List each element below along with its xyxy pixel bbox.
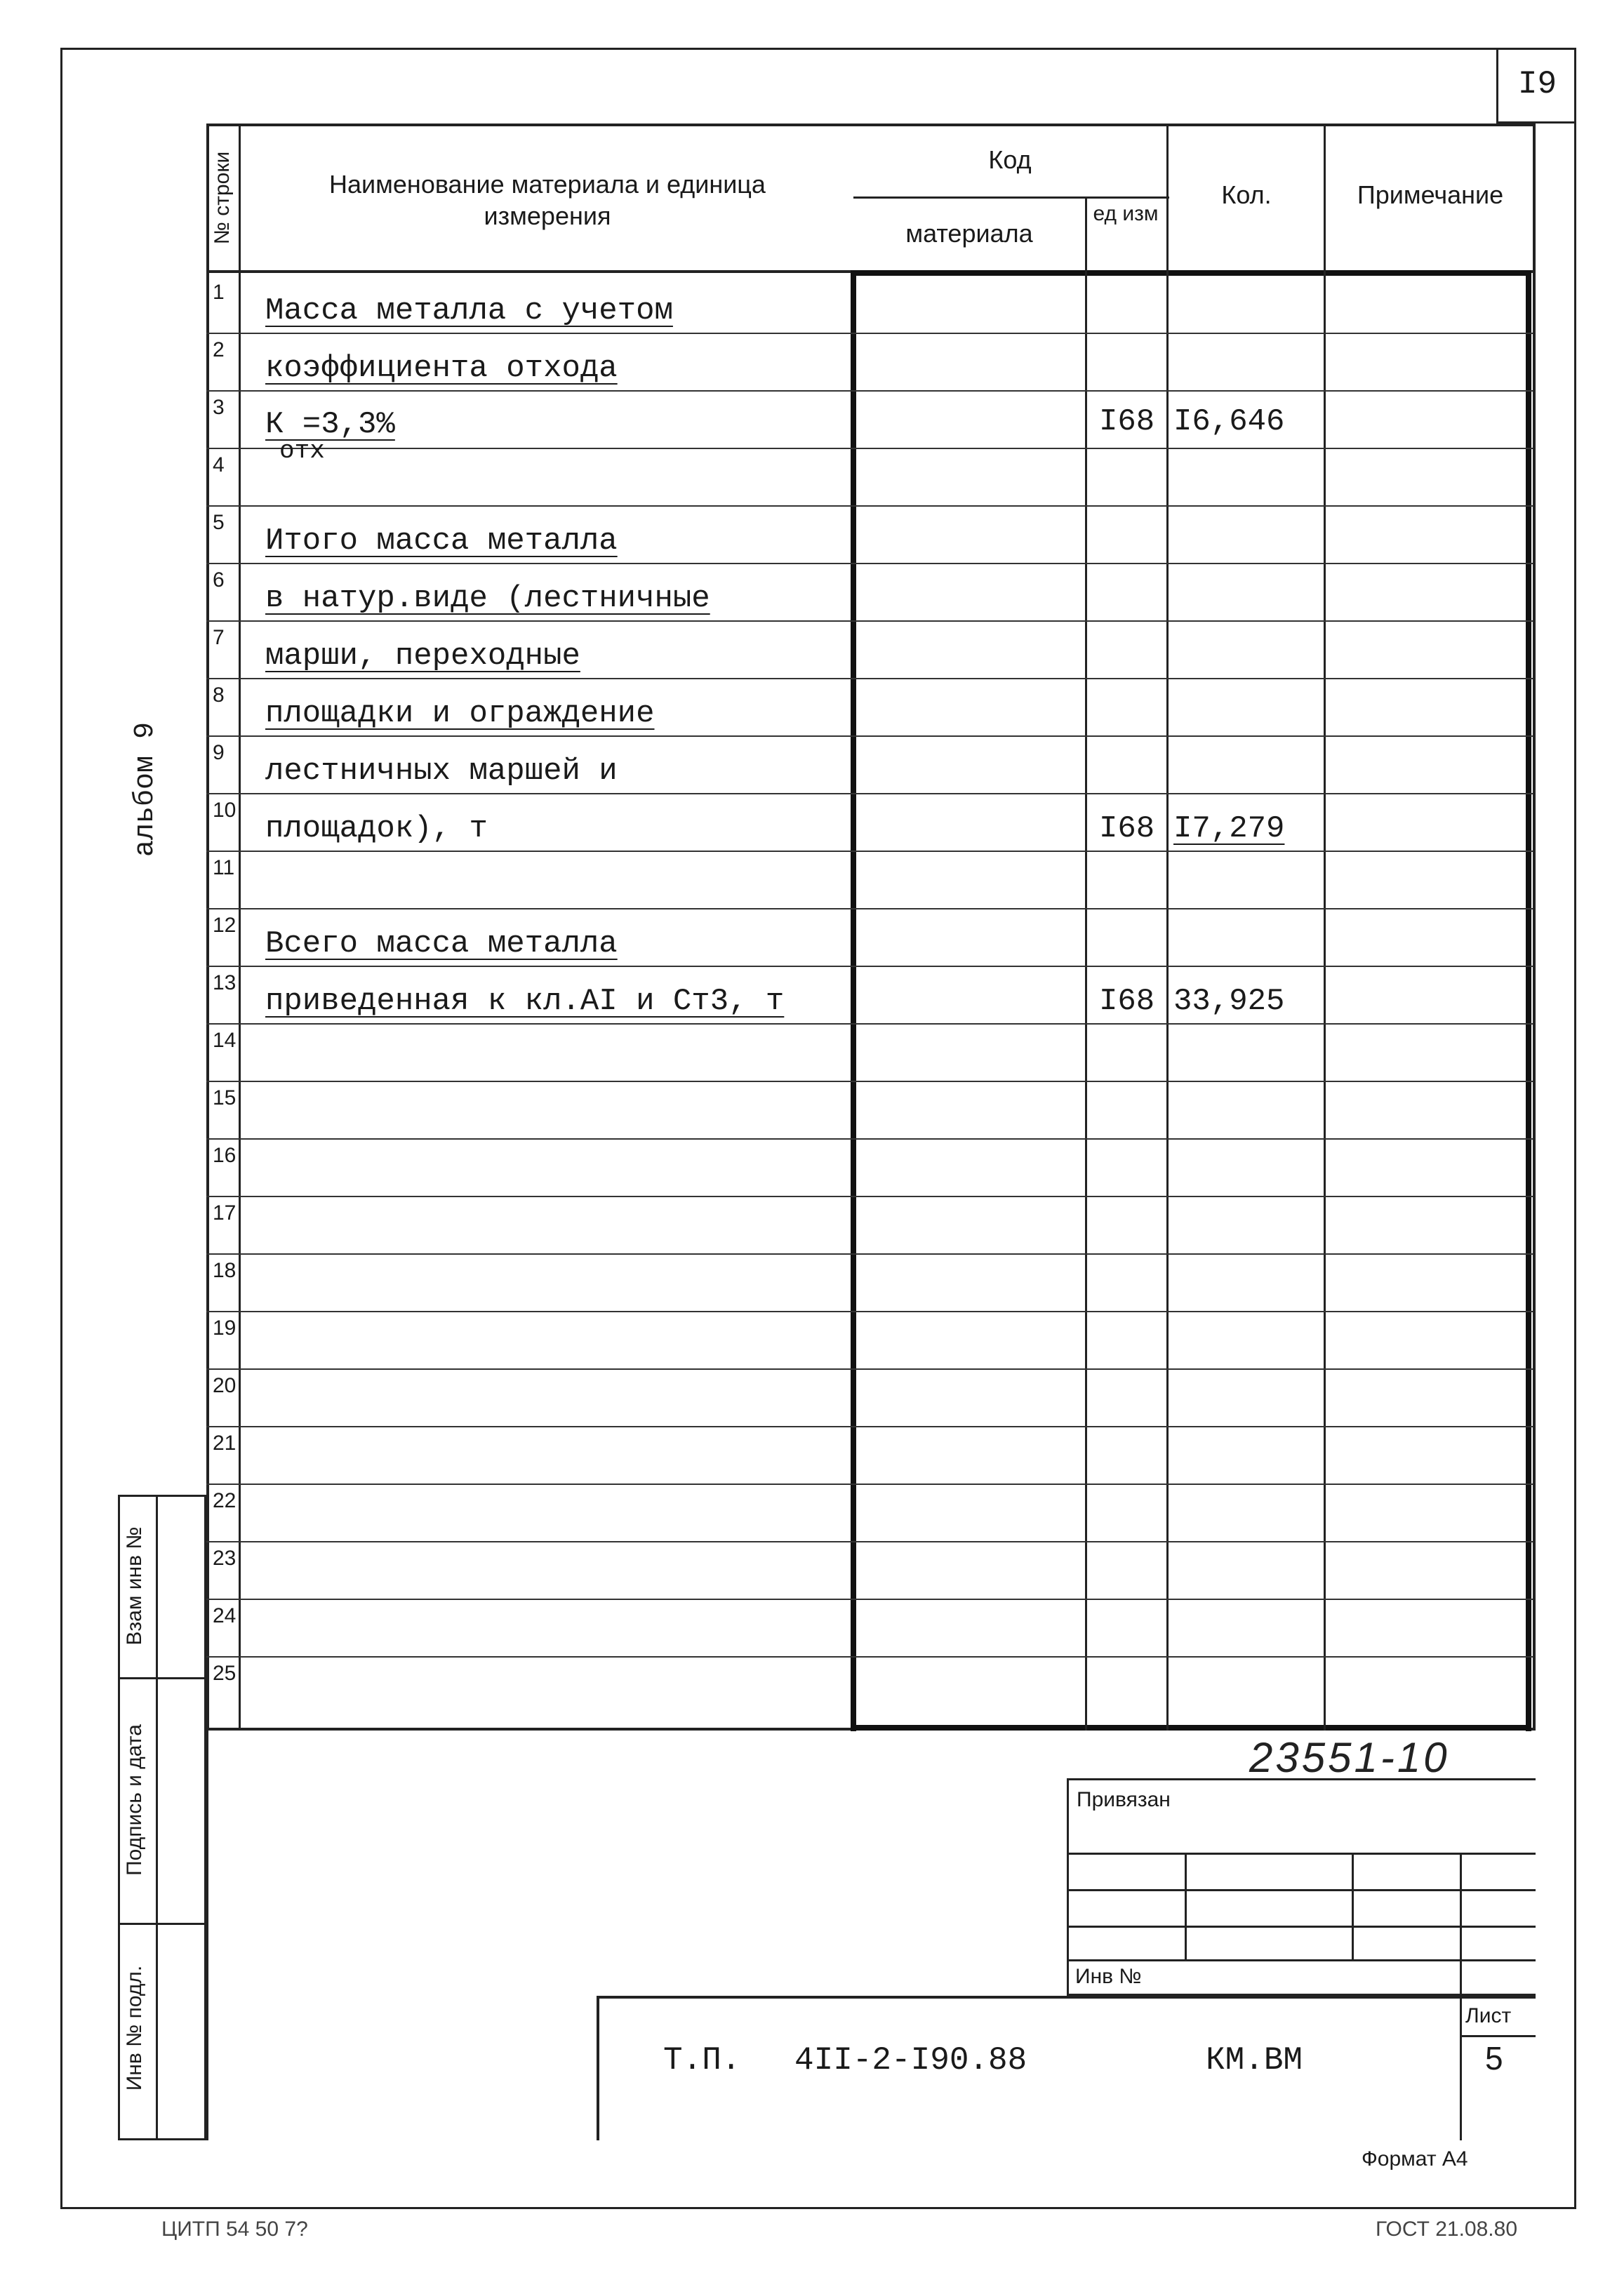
row-number: 22 (213, 1489, 237, 1512)
row-line (206, 793, 1533, 794)
footer-left: ЦИТП 54 50 7? (161, 2218, 308, 2241)
bottom-left-line (206, 1731, 208, 2140)
header-code: Код (988, 145, 1032, 174)
row-qty: I7,279 (1173, 811, 1285, 846)
row-line (206, 1541, 1533, 1542)
row-number: 4 (213, 453, 225, 476)
row-name: лестничных маршей и (265, 754, 618, 789)
row-line (206, 505, 1533, 507)
row-number: 15 (213, 1086, 237, 1109)
row-line (206, 1484, 1533, 1485)
row-name: площадок), т (265, 811, 488, 846)
row-line (206, 1081, 1533, 1082)
row-number: 25 (213, 1662, 237, 1685)
header-qty: Кол. (1221, 180, 1272, 209)
row-unit: I68 (1099, 404, 1155, 439)
row-number: 3 (213, 396, 225, 419)
handwritten-number: 23551-10 (1249, 1734, 1450, 1781)
row-number: 1 (213, 281, 225, 304)
row-qty: I6,646 (1173, 404, 1285, 439)
row-line (206, 448, 1533, 449)
row-line (206, 1656, 1533, 1658)
sheet-label: Лист (1465, 2004, 1512, 2027)
doc-number: 4II-2-I90.88 (794, 2042, 1027, 2079)
row-name: приведенная к кл.AI и Ст3, т (265, 984, 785, 1019)
row-unit: I68 (1099, 811, 1155, 846)
row-line (206, 1368, 1533, 1370)
doc-prefix: Т.П. (663, 2042, 741, 2079)
row-number: 12 (213, 914, 237, 937)
thick-border-top (851, 270, 1531, 276)
row-line (206, 735, 1533, 737)
sheet-number: I9 (1496, 48, 1576, 124)
row-name: Всего масса металла (265, 926, 618, 961)
row-line (206, 1138, 1533, 1140)
bound-label: Привязан (1077, 1788, 1171, 1811)
row-number: 24 (213, 1604, 237, 1627)
row-number: 16 (213, 1144, 237, 1167)
thick-border-left (851, 270, 856, 1731)
row-name: площадки и ограждение (265, 696, 655, 731)
header-code-material: материала (905, 219, 1033, 248)
row-qty: 33,925 (1173, 984, 1285, 1019)
col-line-unit (1085, 196, 1087, 1731)
row-line (206, 1253, 1533, 1255)
bound-col (1352, 1853, 1354, 1959)
side-stamp-divider (156, 1495, 158, 2140)
inv-no-label: Инв № (1075, 1965, 1142, 1988)
doc-code: КМ.ВМ (1206, 2042, 1303, 2079)
row-number: 13 (213, 971, 237, 994)
row-line (206, 1311, 1533, 1312)
row-line (206, 1426, 1533, 1427)
row-line (206, 563, 1533, 564)
bound-line (1067, 1959, 1536, 1961)
footer-right: ГОСТ 21.08.80 (1376, 2218, 1518, 2241)
row-line (206, 851, 1533, 852)
row-line (206, 678, 1533, 679)
row-name: коэффициента отхода (265, 351, 618, 386)
bound-col (1185, 1853, 1187, 1959)
row-name: Масса металла с учетом (265, 293, 673, 328)
sheet-value: 5 (1485, 2040, 1503, 2076)
side-stamp-label: Взам инв № (123, 1526, 146, 1646)
row-number: 10 (213, 799, 237, 822)
row-line (206, 1599, 1533, 1600)
side-stamp-label: Подпись и дата (123, 1724, 146, 1876)
row-line (206, 390, 1533, 392)
format-label: Формат А4 (1362, 2147, 1468, 2171)
row-unit: I68 (1099, 984, 1155, 1019)
bound-line (1067, 1926, 1536, 1928)
row-number: 18 (213, 1259, 237, 1282)
row-number: 20 (213, 1374, 237, 1397)
row-number: 2 (213, 338, 225, 361)
side-stamp-line (118, 1677, 206, 1679)
row-number: 17 (213, 1201, 237, 1225)
row-number: 14 (213, 1029, 237, 1052)
row-number: 23 (213, 1547, 237, 1570)
row-number: 21 (213, 1432, 237, 1455)
title-sheet-divider (1460, 1996, 1462, 2140)
row-line (206, 1196, 1533, 1197)
bound-line (1067, 1853, 1536, 1855)
row-number: 9 (213, 741, 225, 764)
row-line (206, 620, 1533, 622)
bound-col (1460, 1853, 1462, 1996)
row-number: 8 (213, 684, 225, 707)
thick-border-bottom (851, 1725, 1531, 1731)
row-name: в натур.виде (лестничные (265, 581, 710, 616)
col-line-note (1324, 124, 1326, 1731)
header-row-no: № строки (211, 151, 234, 245)
row-number: 6 (213, 568, 225, 592)
thick-border-right (1526, 270, 1531, 1731)
row-line (206, 908, 1533, 909)
row-number: 11 (213, 856, 235, 879)
header-note: Примечание (1357, 180, 1504, 209)
row-name: Итого масса металла (265, 524, 618, 559)
header-name: Наименование материала и единица измерения (329, 170, 766, 230)
row-number: 19 (213, 1316, 237, 1340)
code-subdivider (853, 196, 1169, 199)
side-stamp-label: Инв № подл. (123, 1965, 146, 2091)
row-name: марши, переходные (265, 639, 580, 674)
row-line (206, 966, 1533, 967)
title-sheet-line (1460, 2035, 1536, 2037)
album-label: альбом 9 (130, 721, 161, 858)
row-line (206, 1023, 1533, 1025)
col-line-qty (1166, 124, 1169, 1731)
row-subscript: отх (279, 436, 325, 465)
row-number: 7 (213, 626, 225, 649)
bound-line (1067, 1889, 1536, 1891)
row-number: 5 (213, 511, 225, 534)
row-line (206, 333, 1533, 334)
row-name: К =3,3% (265, 407, 395, 442)
header-code-unit: ед изм (1093, 202, 1159, 225)
side-stamp-line (118, 1923, 206, 1925)
